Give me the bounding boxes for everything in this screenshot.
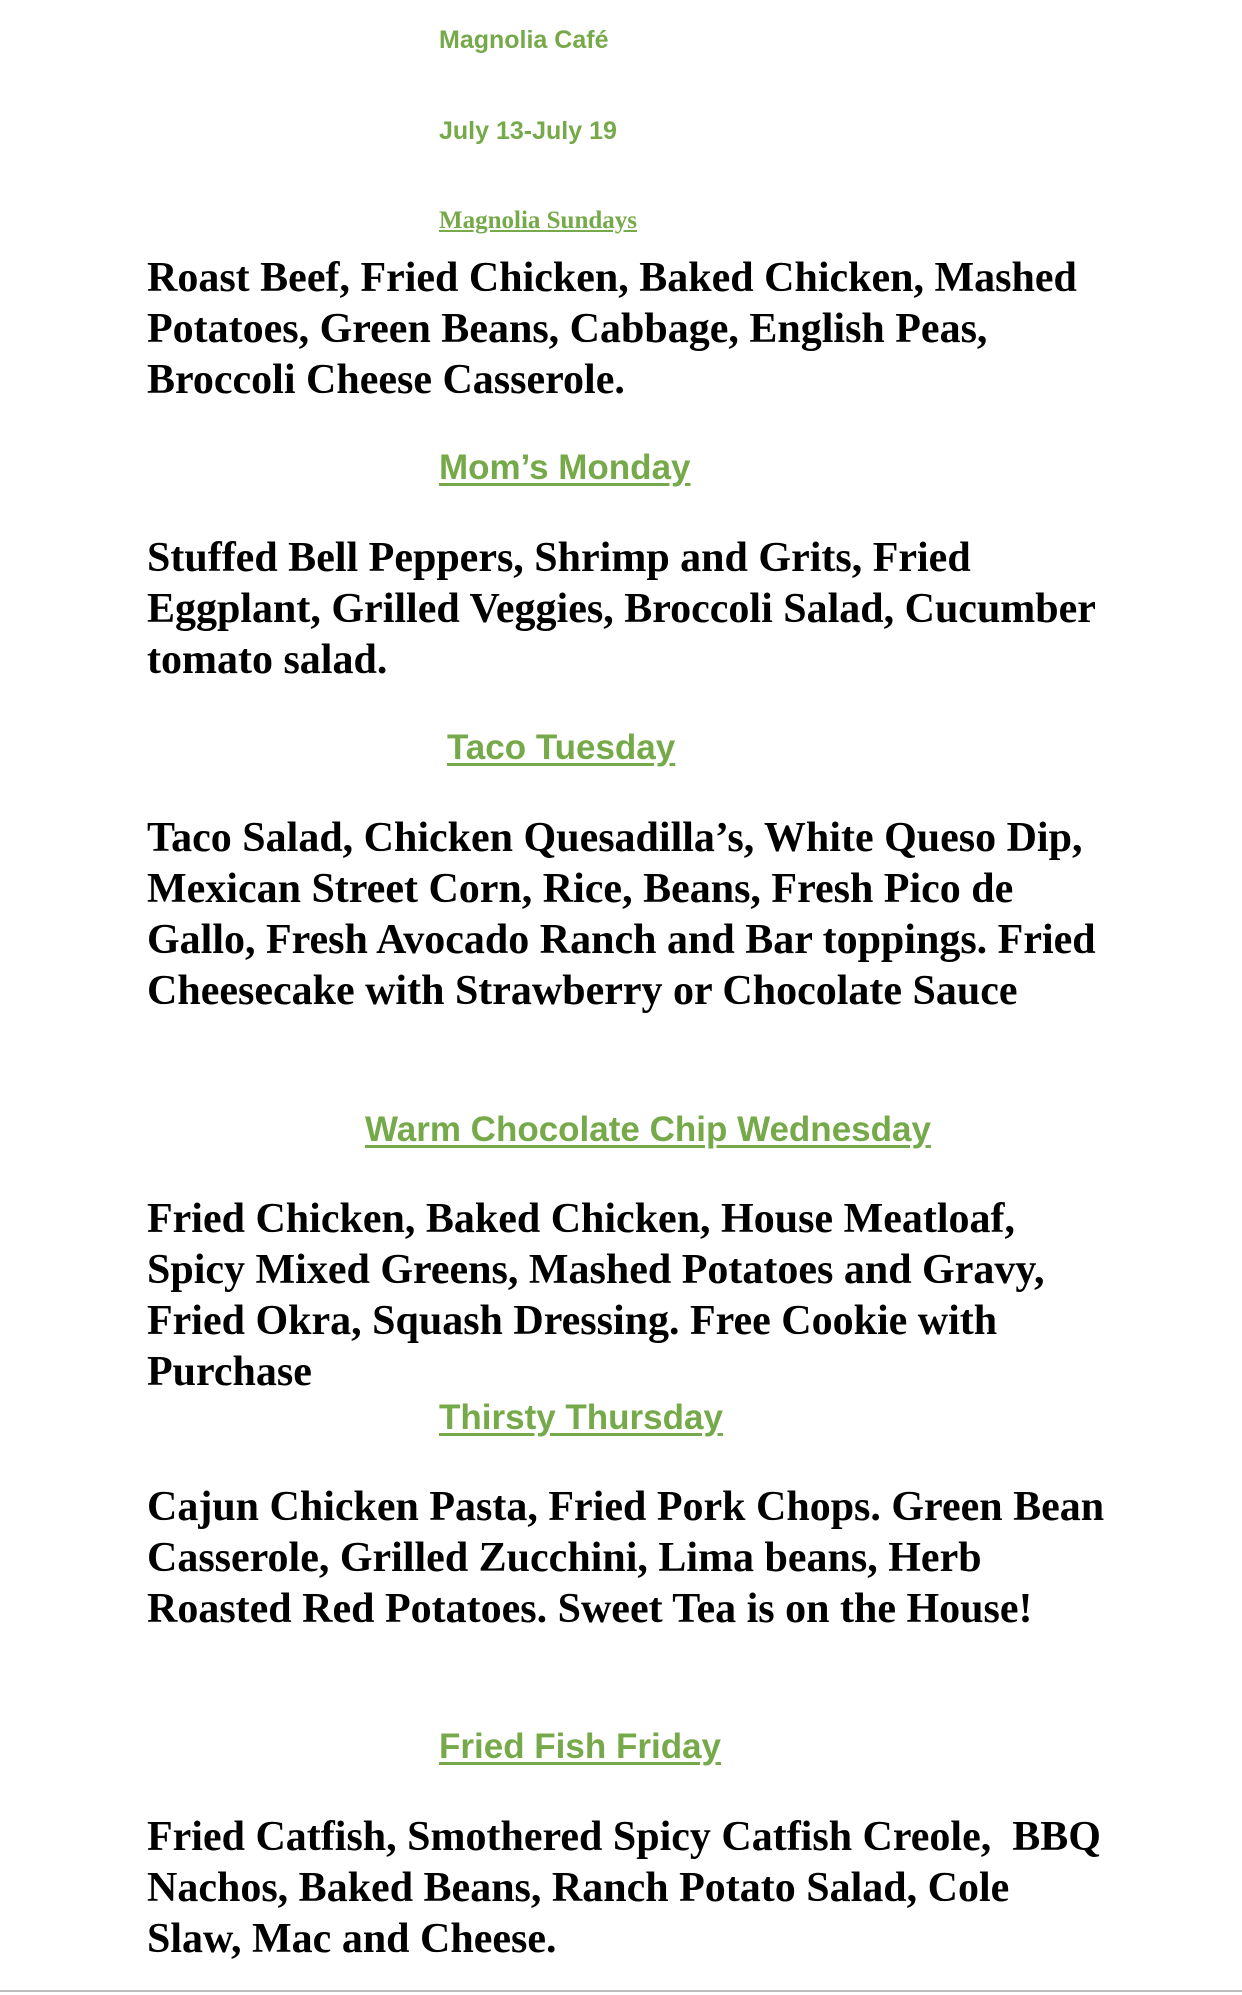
friday-menu: Fried Catfish, Smothered Spicy Catfish Creole, BBQ Nachos, Baked Beans, Ranch Potato Salad, Cole Slaw, Mac and Cheese. [147,1814,1112,1962]
monday-menu: Stuffed Bell Peppers, Shrimp and Grits, Fried Eggplant, Grilled Veggies, Broccoli Salad, Cucumber tomato salad. [147,535,1096,683]
thursday-heading: Thirsty Thursday [439,1398,723,1437]
monday-heading: Mom’s Monday [439,448,691,487]
friday-heading: Fried Fish Friday [439,1727,721,1766]
wednesday-menu: Fried Chicken, Baked Chicken, House Meatloaf, Spicy Mixed Greens, Mashed Potatoes and Gravy, Fried Okra, Squash Dressing. Free Cookie with Purchase [147,1196,1045,1395]
date-range: July 13-July 19 [439,117,617,145]
tuesday-heading: Taco Tuesday [447,728,676,767]
thursday-menu: Cajun Chicken Pasta, Fried Pork Chops. Green Bean Casserole, Grilled Zucchini, Lima beans, Herb Roasted Red Potatoes. Sweet Tea is on the House! [147,1484,1105,1632]
sunday-heading: Magnolia Sundays [439,207,637,234]
sunday-menu: Roast Beef, Fried Chicken, Baked Chicken, Mashed Potatoes, Green Beans, Cabbage, English Peas, Broccoli Cheese Casserole. [147,255,1077,403]
bottom-divider [0,1990,1242,1992]
wednesday-heading: Warm Chocolate Chip Wednesday [365,1110,931,1149]
tuesday-menu: Taco Salad, Chicken Quesadilla’s, White Queso Dip, Mexican Street Corn, Rice, Beans, Fresh Pico de Gallo, Fresh Avocado Ranch and Bar toppings. Fried Cheesecake with Strawberry or Chocolate Sauce [147,815,1096,1014]
cafe-name: Magnolia Café [439,26,609,54]
